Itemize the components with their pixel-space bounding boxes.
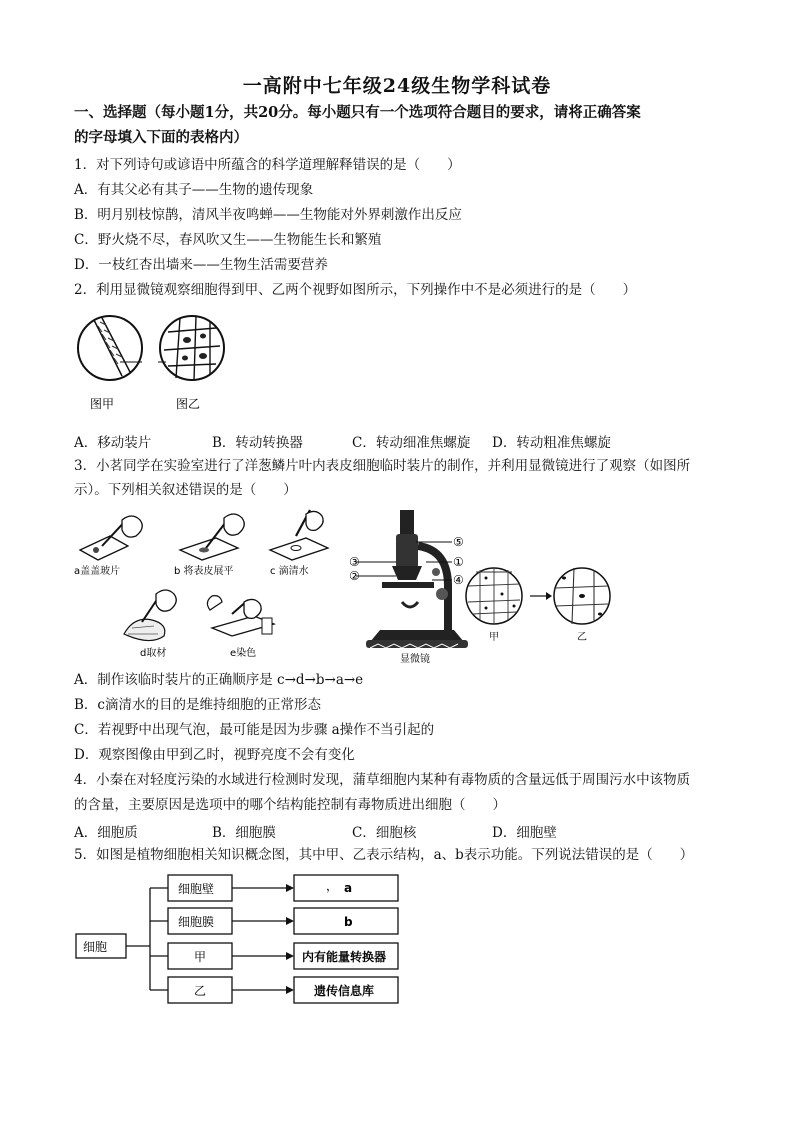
q5-stem: 5．如图是植物细胞相关知识概念图，其中甲、乙表示结构，a、b表示功能。下列说法错误的是（ ） — [74, 847, 694, 863]
fig-label-jia: 图甲 — [90, 397, 115, 411]
q1-option-c: C．野火烧不尽，春风吹又生——生物能生长和繁殖 — [74, 232, 382, 248]
microscope-part-2: ② — [349, 569, 360, 583]
section-heading-line1: 一、选择题（每小题1分，共20分。每小题只有一个选项符合题目的要求，请将正确答案 — [74, 104, 641, 121]
structure-label-0: 细胞壁 — [178, 882, 215, 896]
fig-label-yi: 图乙 — [176, 397, 201, 411]
q2-option-a: A．移动装片 — [74, 435, 152, 451]
function-mark: ， — [326, 879, 339, 893]
view-yi-circle — [158, 316, 224, 380]
q2-figure — [72, 312, 242, 414]
q2-option-d: D．转动粗准焦螺旋 — [492, 435, 611, 451]
q2-option-c: C．转动细准焦螺旋 — [352, 435, 471, 451]
q4-option-c: C．细胞核 — [352, 825, 417, 841]
q3-stem-line2: 示）。下列相关叙述错误的是（ ） — [74, 482, 297, 498]
step-b-illustration — [180, 514, 244, 560]
q3-figure — [70, 506, 660, 666]
q3-option-a: A．制作该临时装片的正确顺序是 c→d→b→a→e — [74, 672, 364, 688]
view-jia-circle — [78, 316, 142, 380]
arrow-icon — [530, 592, 552, 600]
q2-option-b: B．转动转换器 — [212, 435, 303, 451]
q4-stem-line2: 的含量，主要原因是选项中的哪个结构能控制有毒物质进出细胞（ ） — [74, 797, 506, 813]
step-b-label: b 将表皮展平 — [174, 566, 234, 577]
microscope-part-5: ⑤ — [453, 535, 464, 549]
q4-option-d: D．细胞壁 — [492, 825, 557, 841]
q1-stem: 1．对下列诗句或谚语中所蕴含的科学道理解释错误的是（ ） — [74, 157, 461, 173]
view-yi-cells — [554, 568, 610, 624]
microscope-part-4: ④ — [453, 573, 464, 587]
arrow-heads — [286, 884, 294, 994]
q2-stem: 2．利用显微镜观察细胞得到甲、乙两个视野如图所示，下列操作中不是必须进行的是（ ） — [74, 282, 637, 298]
q1-option-d: D．一枝红杏出墙来——生物生活需要营养 — [74, 257, 328, 273]
step-c-illustration — [270, 510, 328, 560]
microscope-label: 显微镜 — [400, 654, 430, 665]
structure-label-2: 甲 — [194, 950, 207, 964]
structure-label-1: 细胞膜 — [178, 915, 215, 929]
function-label-3: 遗传信息库 — [314, 984, 375, 998]
root-label: 细胞 — [83, 940, 108, 954]
q4-option-b: B．细胞膜 — [212, 825, 276, 841]
step-a-illustration — [80, 516, 142, 560]
view-label-yi: 乙 — [577, 632, 587, 643]
microscope-illustration — [356, 510, 468, 648]
q3-option-c: C．若视野中出现气泡，最可能是因为步骤 a操作不当引起的 — [74, 722, 435, 738]
q3-option-d: D．观察图像由甲到乙时，视野亮度不会有变化 — [74, 747, 355, 763]
microscope-part-3: ③ — [349, 555, 360, 569]
step-e-illustration — [207, 596, 274, 636]
step-e-label: e染色 — [230, 648, 257, 659]
step-a-label: a盖盖玻片 — [74, 566, 121, 577]
q3-stem-line1: 3．小茗同学在实验室进行了洋葱鳞片叶内表皮细胞临时装片的制作，并利用显微镜进行了观察（如图所 — [74, 458, 691, 474]
q3-option-b: B．c滴清水的目的是维持细胞的正常形态 — [74, 697, 321, 713]
step-c-label: c 滴清水 — [270, 566, 309, 577]
step-d-illustration — [124, 590, 176, 641]
q1-option-b: B．明月别枝惊鹊，清风半夜鸣蝉——生物能对外界刺激作出反应 — [74, 207, 462, 223]
step-d-label: d取材 — [140, 648, 167, 659]
q5-concept-map — [74, 872, 404, 1004]
view-jia-cells — [466, 568, 522, 624]
section-heading-line2: 的字母填入下面的表格内） — [74, 129, 248, 146]
function-label-0: a — [344, 881, 353, 895]
q4-stem-line1: 4．小秦在对轻度污染的水域进行检测时发现，蒲草细胞内某种有毒物质的含量远低于周围污水中该物质 — [74, 772, 691, 788]
microscope-part-1: ① — [453, 555, 464, 569]
function-label-2: 内有能量转换器 — [302, 950, 387, 964]
exam-title: 一高附中七年级24级生物学科试卷 — [242, 75, 552, 97]
function-label-1: b — [344, 915, 353, 929]
q4-option-a: A．细胞质 — [74, 825, 138, 841]
view-label-jia: 甲 — [489, 632, 499, 643]
structure-label-3: 乙 — [194, 984, 207, 998]
q1-option-a: A．有其父必有其子——生物的遗传现象 — [74, 182, 314, 198]
